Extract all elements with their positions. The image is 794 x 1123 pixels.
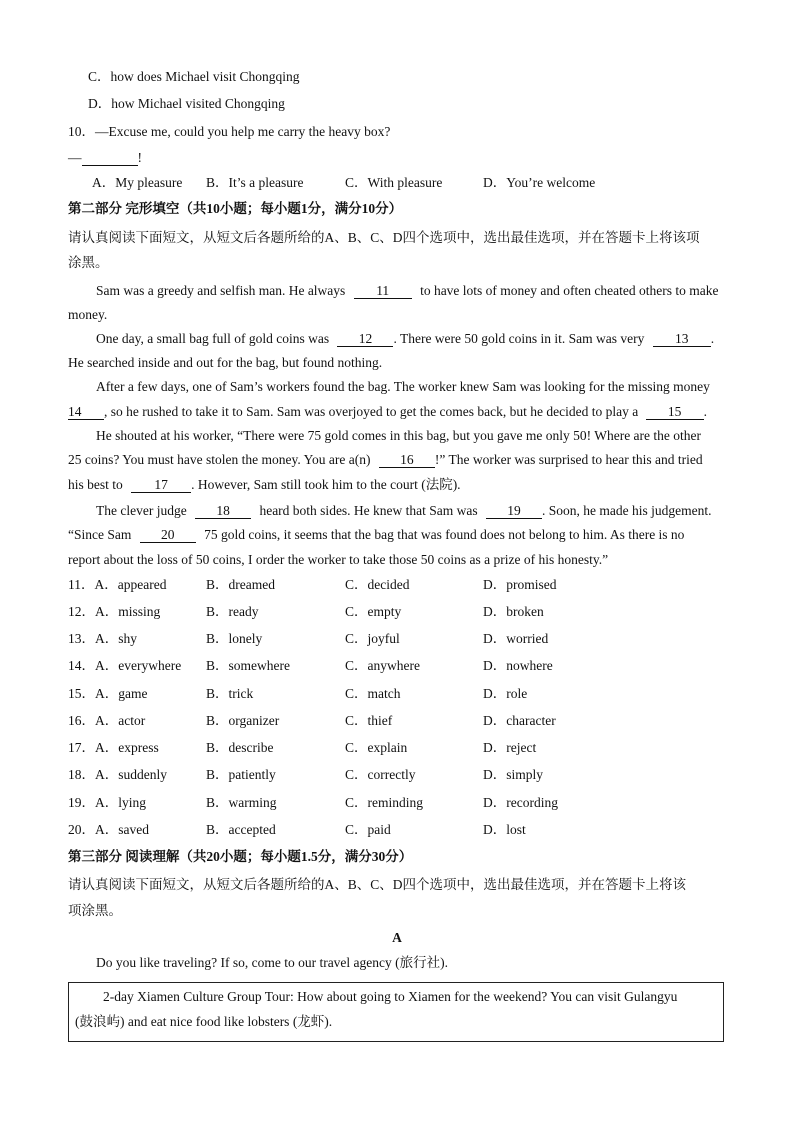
passage-p4-line3: his best to 17 . However, Sam still took him to the court (法院). <box>68 477 461 492</box>
blank-15: 15 <box>646 404 704 420</box>
blank-11: 11 <box>354 283 412 299</box>
part3-instruction-1: 请认真阅读下面短文，从短文后各题所给的A、B、C、D四个选项中，选出最佳选项，并在答题卡上将该 <box>68 877 687 892</box>
q10-option-d: D．You’re welcome <box>483 175 596 190</box>
passage-p4-line2: 25 coins? You must have stolen the money. You are a(n) 16 !” The worker was surprised to hear this and tried <box>68 452 703 467</box>
passage-p2-line2: He searched inside and out for the bag, but found nothing. <box>68 355 383 370</box>
q10-reply-dash: — <box>68 150 82 165</box>
q10-answer-blank <box>82 150 138 166</box>
passage-p5-line1: The clever judge 18 heard both sides. He knew that Sam was 19 . Soon, he made his judgement. <box>96 503 712 518</box>
part2-instruction-1: 请认真阅读下面短文，从短文后各题所给的A、B、C、D四个选项中，选出最佳选项，并在答题卡上将该项 <box>68 230 700 245</box>
passage-p3-line2: 14 , so he rushed to take it to Sam. Sam was overjoyed to get the comes back, but he decided to play a 15 . <box>68 404 707 419</box>
blank-20: 20 <box>140 527 196 543</box>
q10-option-c: C．With pleasure <box>345 175 443 190</box>
blank-14: 14 <box>68 404 104 420</box>
passage-p3-line1: After a few days, one of Sam’s workers found the bag. The worker knew Sam was looking for the missing money <box>96 379 710 394</box>
q10-option-b: B．It’s a pleasure <box>206 175 304 190</box>
blank-17: 17 <box>131 477 191 493</box>
q10-reply <box>68 149 142 167</box>
q10-option-a: A．My pleasure <box>92 175 183 190</box>
q10-reply-end: ! <box>137 150 142 165</box>
part3-instruction-2: 项涂黑。 <box>68 903 122 918</box>
q10-question: 10．—Excuse me, could you help me carry the heavy box? <box>68 124 391 139</box>
part2-heading: 第二部分 完形填空（共10小题；每小题1分，满分10分） <box>68 201 403 216</box>
passage-p2-line1: One day, a small bag full of gold coins was 12 . There were 50 gold coins in it. Sam was very 13 . <box>96 331 715 346</box>
blank-18: 18 <box>195 503 251 519</box>
reading-a-intro: Do you like traveling? If so, come to our travel agency (旅行社). <box>96 955 449 970</box>
tour-info-box <box>68 982 724 1042</box>
part3-heading: 第三部分 阅读理解（共20小题；每小题1.5分，满分30分） <box>68 849 413 864</box>
blank-12: 12 <box>337 331 393 347</box>
passage-p5-line2: “Since Sam 20 75 gold coins, it seems that the bag that was found does not belong to him. As there is no <box>68 527 685 542</box>
passage-p5-line3: report about the loss of 50 coins, I order the worker to take those 50 coins as a prize of his honesty.” <box>68 552 609 567</box>
exam-page: C．how does Michael visit Chongqing D．how Michael visited Chongqing 10．—Excuse me, could you help me carry the heavy box? — ! A．My pleasure B．It’s a pleasure C．With pleasure D．You’re welcome 第二部分 完形填空（共10小题；每小题1分，满分10分） 请认真阅读下面短文，从短文后各题所给的A、B、C、D四个选项中，选出最佳选项，并在答题卡上将该项 涂黑。 Sam was a greedy and selfish man. He always 11 to have lots of money and often cheated others to make money. One day, a small bag full of gold coins was 12 . There were 50 gold coins in it. Sam was very 13 . He searched inside and out for the bag, but found nothing. After a few days, one of Sam’s workers found the bag. The worker knew Sam was looking for the missing money 14 , so he rushed to take it to Sam. Sam was overjoyed to get the comes back, but he decided to play a 15 . He shouted at his worker, “There were 75 gold comes in this bag, but you gave me only 50! Where are the other 25 coins? You must have stolen the money. You are a(n) 16 !” The worker was surprised to hear this and tried his best to 17 . However, Sam still took him to the court (法院). The clever judge 18 heard both sides. He knew that Sam was 19 . Soon, he made his judgement. “Since Sam 20 75 gold coins, it seems that the bag that was found does not belong to him. As there is no report about the loss of 50 coins, I order the worker to take those 50 coins as a prize of his honesty.” 11．A．appeared B．dreamed C．decided D．promised 12．A．missing B．ready C．empty D．broken 13．A．shy B．lonely C．joyful D．worried 14．A．everywhere B．somewhere C．anywhere D．nowhere 15．A．game B．trick C．match D．role 16．A．actor B．organizer C．thief D．character 17．A．express B．describe C．explain D．reject 18．A．suddenly B．patiently C．correctly D．simply 19．A．lying B．warming C．reminding D．recording 20．A．saved B．accepted C．paid D．lost 第三部分 阅读理解（共20小题；每小题1.5分，满分30分） 请认真阅读下面短文，从短文后各题所给的A、B、C、D四个选项中，选出最佳选项，并在答题卡上将该 项涂黑。 A Do you like traveling? If so, come to our travel agency (旅行社). 2-day Xiamen Culture Group Tour: How about going to Xiamen for the weekend? You can visit Gulangyu (鼓浪屿) and eat nice food like lobsters (龙虾). <box>0 0 794 1123</box>
passage-p1-line2: money. <box>68 307 108 322</box>
passage-p1-line1: Sam was a greedy and selfish man. He always 11 to have lots of money and often cheated others to make <box>96 283 719 298</box>
blank-13: 13 <box>653 331 711 347</box>
part2-instruction-2: 涂黑。 <box>68 255 109 270</box>
q9-option-d: D．how Michael visited Chongqing <box>88 96 285 111</box>
blank-19: 19 <box>486 503 542 519</box>
tour-box-line2: (鼓浪屿) and eat nice food like lobsters (龙虾). <box>75 1014 333 1029</box>
blank-16: 16 <box>379 452 435 468</box>
tour-box-line1: 2-day Xiamen Culture Group Tour: How about going to Xiamen for the weekend? You can visit Gulangyu <box>103 989 678 1004</box>
section-a-label: A <box>392 930 402 945</box>
passage-p4-line1: He shouted at his worker, “There were 75 gold comes in this bag, but you gave me only 50! Where are the other <box>96 428 702 443</box>
q9-option-c: C．how does Michael visit Chongqing <box>88 69 300 84</box>
